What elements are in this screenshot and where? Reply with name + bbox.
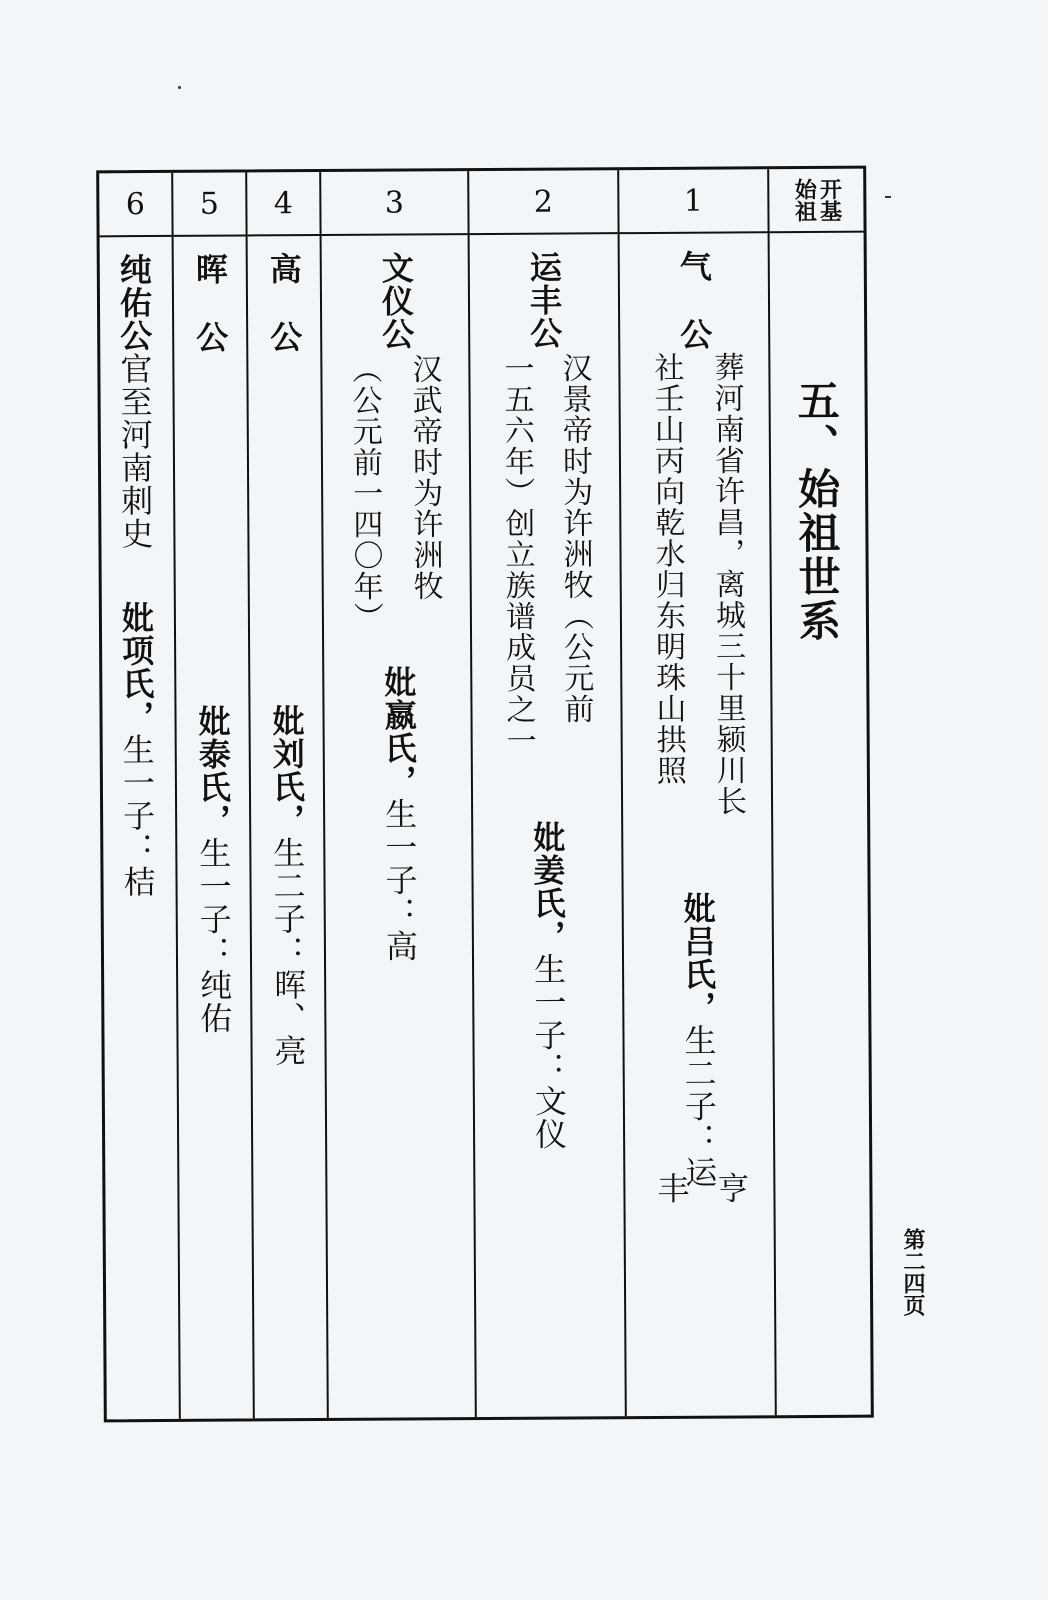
title-column: [769, 169, 871, 1416]
name-and-office: [114, 253, 155, 551]
speck: [178, 86, 181, 89]
column-4: [247, 172, 329, 1418]
children: 生一子：高: [380, 797, 420, 963]
ancestor-name: 纯佑公: [114, 253, 154, 353]
spouse: 妣嬴氏，: [379, 665, 419, 798]
spouse-and-children: [528, 820, 569, 1151]
children: 生一子：文仪: [528, 952, 569, 1151]
spouse-and-children: [193, 704, 234, 1035]
office-text: 官至河南刺史: [115, 352, 155, 551]
column-3: [321, 171, 477, 1418]
description-line-2: （公元前一四〇年）: [346, 353, 384, 633]
column-5: [173, 172, 255, 1418]
spouse: 妣刘氏，: [267, 704, 307, 837]
ancestor-name: 运丰公: [524, 250, 564, 350]
ancestor-name: 气公: [674, 249, 714, 386]
ancestor-name: 晖公: [190, 252, 230, 389]
margin-mark: [885, 196, 891, 198]
spouse-and-children: [267, 704, 308, 1068]
children: 生一子：纯佑: [194, 836, 234, 1035]
header-label-bottom: 始祖: [791, 177, 818, 223]
header-cell: [769, 169, 863, 234]
ancestor-name: 文仪公: [376, 251, 416, 351]
section-title: 五、始祖世系: [791, 378, 843, 644]
description-line-2: 一五六年）创立族谱成员之一: [498, 352, 536, 756]
ancestor-name: 高公: [264, 252, 304, 389]
column-number: 1: [619, 169, 767, 234]
description-line-1: 葬河南省许昌，离城三十里颍川长: [708, 351, 747, 817]
description-line-1: 汉景帝时为许洲牧（公元前: [556, 352, 594, 725]
column-6: [99, 173, 181, 1419]
child-name: 亨: [712, 1171, 751, 1205]
child-name-continued: 丰: [652, 1171, 691, 1205]
spouse-and-children: [116, 601, 157, 899]
column-number: 6: [99, 173, 171, 237]
column-number: 2: [469, 170, 617, 235]
spouse: 妣姜氏，: [528, 820, 567, 953]
children-label: 生二子：: [679, 1023, 719, 1156]
children: 生一子：桔: [117, 733, 157, 899]
description-line-2: 社壬山丙向乾水归东明珠山拱照: [648, 351, 686, 786]
column-1: [619, 169, 777, 1416]
genealogy-table: [96, 166, 874, 1423]
spouse: 妣泰氏，: [193, 704, 233, 837]
spouse: 妣吕氏，: [678, 891, 718, 1024]
column-number: 3: [321, 171, 467, 236]
spouse-and-children: [379, 665, 420, 963]
header-label-top: 开基: [816, 177, 843, 222]
page-number: 第二四页: [900, 1228, 926, 1316]
column-number: 4: [247, 172, 319, 236]
column-number: 5: [173, 172, 245, 236]
child-name: 运: [680, 1155, 719, 1189]
spouse-and-children: [678, 891, 719, 1189]
description-line-1: 汉武帝时为许洲牧: [406, 353, 443, 602]
children: 生二子：晖、亮: [268, 836, 308, 1068]
column-2: [469, 170, 627, 1417]
spouse: 妣项氏，: [116, 601, 156, 734]
